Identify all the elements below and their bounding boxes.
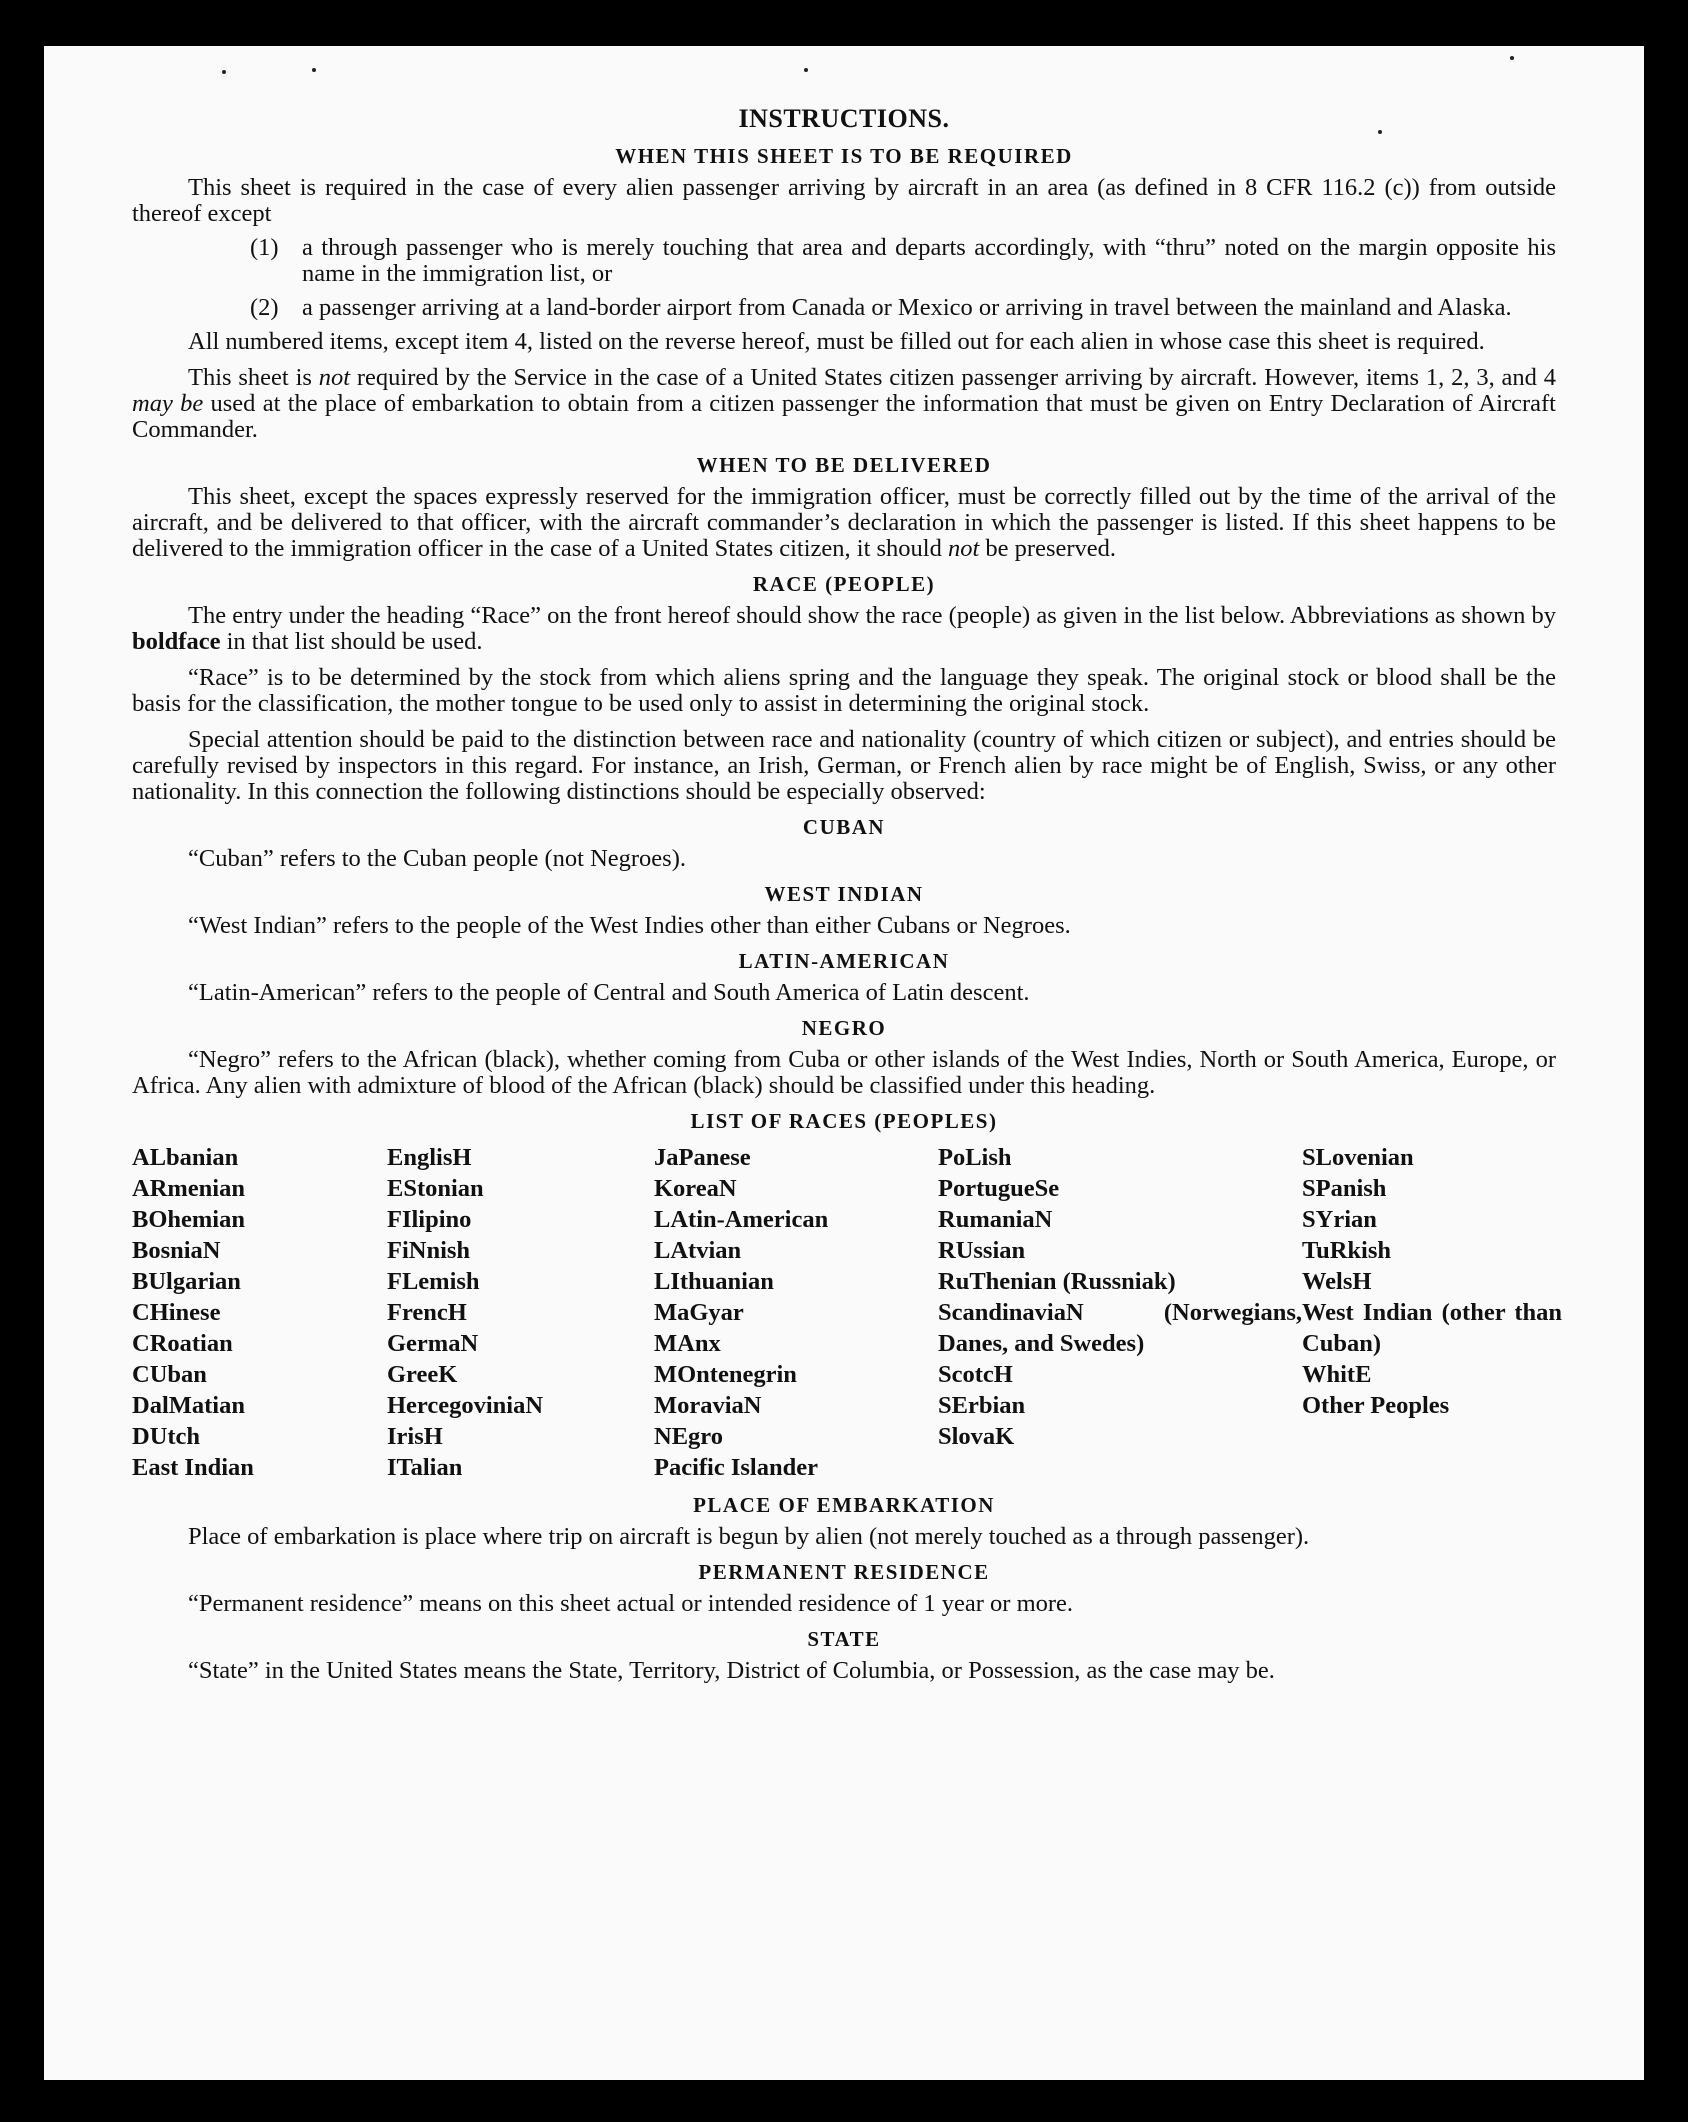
race-entry: KoreaN: [654, 1175, 737, 1202]
race-entry: MAnx: [654, 1330, 721, 1357]
paragraph-numbered-items: All numbered items, except item 4, listed on the reverse hereof, must be filled out for each alien in whose case this sheet is required.: [188, 328, 1485, 355]
paragraph-race-nationality: Special attention should be paid to the distinction between race and nationality (country of which citizen or subject), and entries should be carefully revised by inspectors in this regard. For instance, an Irish, German, or French alien by race might be of English, Swiss, or any other nationality. In this connection the following distinctions should be especially observed:: [132, 726, 1556, 805]
race-entry: RuThenian (Russniak): [938, 1268, 1176, 1295]
race-column-3: [654, 1142, 938, 1483]
race-entry: MaGyar: [654, 1299, 744, 1326]
race-column-4: [938, 1142, 1302, 1483]
race-entry: BUlgarian: [132, 1268, 241, 1295]
instruction-sheet: [44, 46, 1644, 2080]
race-column-2: [387, 1142, 654, 1483]
race-entry: IrisH: [387, 1423, 443, 1450]
heading-negro: NEGRO: [801, 1016, 887, 1040]
scan-speck: [312, 68, 316, 72]
race-entry: FiNnish: [387, 1237, 471, 1264]
race-entry: NEgro: [654, 1423, 723, 1450]
race-entry: FIlipino: [387, 1206, 472, 1233]
definition-residence: “Permanent residence” means on this sheet actual or intended residence of 1 year or more.: [188, 1590, 1074, 1617]
race-entry: ARmenian: [132, 1175, 245, 1202]
race-entry: LIthuanian: [654, 1268, 774, 1295]
race-entry: ScandinaviaN (Norwegians, Danes, and Swedes): [938, 1299, 1302, 1357]
exception-item-1: [250, 235, 1556, 287]
race-entry: GermaN: [387, 1330, 479, 1357]
race-entry: East Indian: [132, 1454, 254, 1481]
race-list: [132, 1142, 1562, 1483]
heading-state: STATE: [807, 1627, 881, 1651]
race-entry: WelsH: [1302, 1268, 1372, 1295]
heading-cuban: CUBAN: [802, 815, 886, 839]
race-entry: West Indian (other than Cuban): [1302, 1299, 1562, 1357]
item-number: (2): [250, 294, 279, 321]
race-entry: PoLish: [938, 1144, 1012, 1171]
race-entry: LAtvian: [654, 1237, 742, 1264]
heading-place-of-embarkation: PLACE OF EMBARKATION: [693, 1493, 995, 1517]
race-entry: BOhemian: [132, 1206, 245, 1233]
page-title: INSTRUCTIONS.: [738, 104, 950, 133]
race-entry: HercegoviniaN: [387, 1392, 544, 1419]
paragraph-delivered: This sheet, except the spaces expressly reserved for the immigration officer, must be correctly filled out by the time of the arrival of the aircraft, and be delivered to that officer, with the aircraft commander’s declaration in which the passenger is listed. If this sheet happens to be delivered to the immigration officer in the case of a United States citizen, it should not be preserved.: [132, 483, 1556, 562]
item-text: a passenger arriving at a land-border airport from Canada or Mexico or arriving in travel between the mainland and Alaska.: [302, 294, 1512, 321]
race-entry: ScotcH: [938, 1361, 1013, 1388]
race-entry: RUssian: [938, 1237, 1026, 1264]
definition-west-indian: “West Indian” refers to the people of the West Indies other than either Cubans or Negroes.: [188, 912, 1071, 939]
scan-speck: [1510, 56, 1514, 60]
paragraph-race-entry: The entry under the heading “Race” on the front hereof should show the race (people) as given in the list below. Abbreviations as shown by boldface in that list should be used.: [132, 602, 1556, 655]
race-entry: ITalian: [387, 1454, 463, 1481]
race-entry: SLovenian: [1302, 1144, 1414, 1171]
race-entry: FrencH: [387, 1299, 467, 1326]
race-entry: SlovaK: [938, 1423, 1015, 1450]
race-column-1: [132, 1142, 387, 1483]
definition-embarkation: Place of embarkation is place where trip on aircraft is begun by alien (not merely touched as a through passenger).: [188, 1523, 1310, 1550]
race-entry: MoraviaN: [654, 1392, 762, 1419]
heading-permanent-residence: PERMANENT RESIDENCE: [698, 1560, 990, 1584]
item-number: (1): [250, 234, 279, 261]
race-entry: TuRkish: [1302, 1237, 1392, 1264]
heading-west-indian: WEST INDIAN: [764, 882, 924, 906]
exception-item-2: [250, 295, 1556, 321]
race-entry: WhitE: [1302, 1361, 1372, 1388]
heading-list-of-races: LIST OF RACES (PEOPLES): [690, 1109, 998, 1133]
paragraph-race-stock: “Race” is to be determined by the stock from which aliens spring and the language they speak. The original stock or blood shall be the basis for the classification, the mother tongue to be used only to assist in determining the original stock.: [132, 664, 1556, 717]
definition-negro: “Negro” refers to the African (black), whether coming from Cuba or other islands of the West Indies, North or South America, Europe, or Africa. Any alien with admixture of blood of the African (black) should be classified under this heading.: [132, 1046, 1556, 1099]
paragraph-required: This sheet is required in the case of every alien passenger arriving by aircraft in an area (as defined in 8 CFR 116.2 (c)) from outside thereof except: [132, 174, 1556, 227]
race-entry: CRoatian: [132, 1330, 233, 1357]
race-entry: Other Peoples: [1302, 1392, 1450, 1419]
race-entry: PortugueSe: [938, 1175, 1060, 1202]
race-entry: EStonian: [387, 1175, 484, 1202]
race-entry: SYrian: [1302, 1206, 1377, 1233]
scan-speck: [1378, 130, 1382, 134]
race-entry: MOntenegrin: [654, 1361, 797, 1388]
race-entry: RumaniaN: [938, 1206, 1053, 1233]
heading-when-required: WHEN THIS SHEET IS TO BE REQUIRED: [615, 144, 1073, 168]
scan-speck: [804, 68, 808, 72]
race-entry: BosniaN: [132, 1237, 221, 1264]
race-entry: SErbian: [938, 1392, 1026, 1419]
race-entry: JaPanese: [654, 1144, 751, 1171]
race-entry: CUban: [132, 1361, 207, 1388]
item-text: a through passenger who is merely touching that area and departs accordingly, with “thru” noted on the margin opposite his name in the immigration list, or: [302, 234, 1556, 287]
definition-state: “State” in the United States means the State, Territory, District of Columbia, or Possession, as the case may be.: [188, 1657, 1275, 1684]
heading-latin-american: LATIN-AMERICAN: [738, 949, 950, 973]
scan-speck: [222, 70, 226, 74]
paragraph-citizen: This sheet is not required by the Service in the case of a United States citizen passenger arriving by aircraft. However, items 1, 2, 3, and 4 may be used at the place of embarkation to obtain from a citizen passenger the information that must be given on Entry Declaration of Aircraft Commander.: [132, 364, 1556, 443]
race-entry: EnglisH: [387, 1144, 472, 1171]
race-entry: SPanish: [1302, 1175, 1387, 1202]
definition-cuban: “Cuban” refers to the Cuban people (not Negroes).: [188, 845, 686, 872]
heading-race: RACE (PEOPLE): [752, 572, 936, 596]
race-entry: FLemish: [387, 1268, 480, 1295]
race-entry: DalMatian: [132, 1392, 245, 1419]
heading-when-delivered: WHEN TO BE DELIVERED: [696, 453, 992, 477]
race-entry: LAtin-American: [654, 1206, 829, 1233]
race-entry: DUtch: [132, 1423, 201, 1450]
race-entry: GreeK: [387, 1361, 458, 1388]
definition-latin-american: “Latin-American” refers to the people of Central and South America of Latin descent.: [188, 979, 1030, 1006]
race-entry: ALbanian: [132, 1144, 239, 1171]
race-entry: CHinese: [132, 1299, 221, 1326]
race-entry: Pacific Islander: [654, 1454, 818, 1481]
race-column-5: [1302, 1142, 1562, 1483]
